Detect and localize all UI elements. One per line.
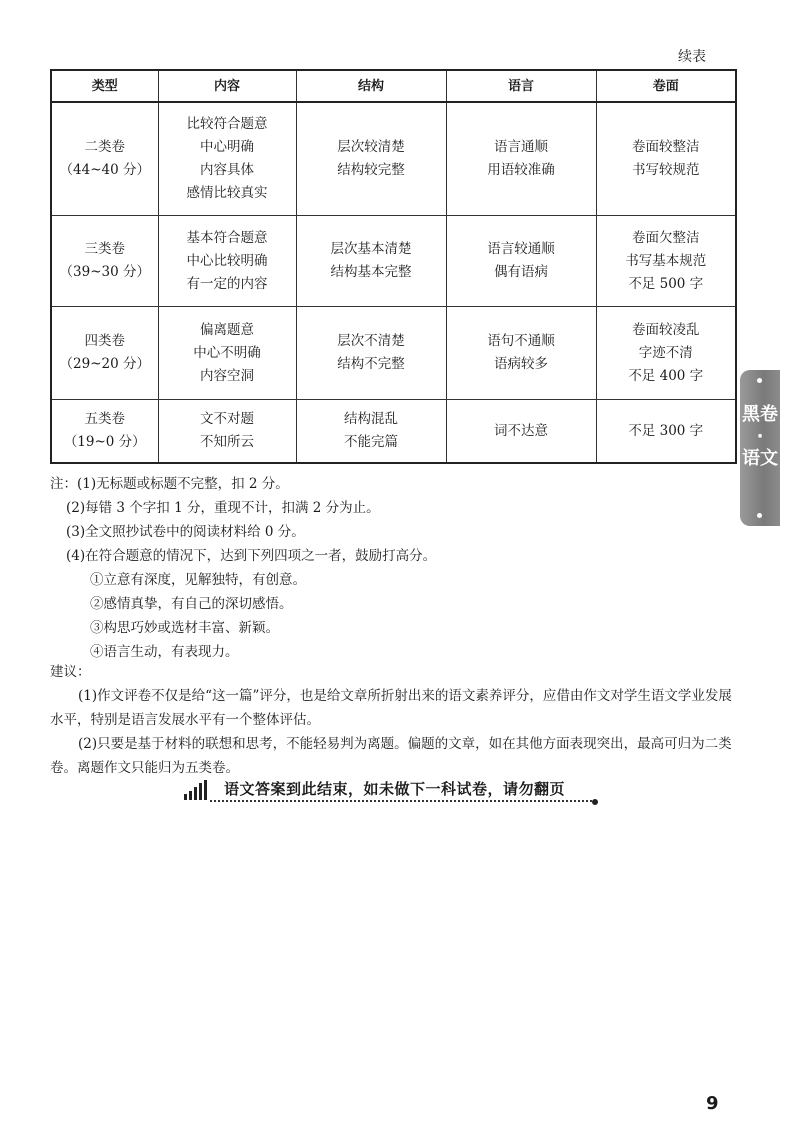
cell-structure <box>296 102 446 216</box>
cell-language <box>446 102 596 216</box>
line: 感情比较真实 <box>186 185 268 201</box>
line: 结构较完整 <box>337 162 405 178</box>
line: 中心不明确 <box>193 344 261 361</box>
subject-side-tab <box>740 370 780 526</box>
page-number: 9 <box>706 1093 719 1114</box>
tab-dot-icon <box>757 513 762 518</box>
table-row <box>51 400 736 464</box>
line: 字迹不清 <box>638 344 693 361</box>
line: 文不对题 <box>200 411 254 427</box>
end-dot-icon <box>592 799 598 805</box>
cell-content <box>158 400 296 464</box>
line: （29~20 分） <box>59 356 150 372</box>
line: 不足 500 字 <box>628 275 704 292</box>
tab-line-2: 语文 <box>742 448 778 469</box>
line: 层次基本清楚 <box>330 241 412 257</box>
dotted-rule <box>210 800 592 802</box>
advice-paragraph: (1)作文评卷不仅是给“这一篇”评分，也是给文章所折射出来的语文素养评分，应借由作文对学生语文学业发展水平，特别是语言发展水平有一个整体评估。 <box>50 688 732 728</box>
line: 内容空洞 <box>200 367 254 384</box>
tab-separator: · <box>756 426 764 447</box>
line: 书写基本规范 <box>625 252 707 269</box>
line: 卷面较整洁 <box>632 139 700 155</box>
note-item: ③构思巧妙或选材丰富、新颖。 <box>90 620 279 636</box>
cell-page <box>596 102 736 216</box>
line: 语言通顺 <box>494 139 548 155</box>
line: 五类卷 <box>84 411 125 427</box>
line: 词不达意 <box>494 422 548 439</box>
line: 内容具体 <box>200 162 254 178</box>
line: 不知所云 <box>200 434 254 450</box>
line: 二类卷 <box>84 139 125 155</box>
line: 卷面欠整洁 <box>632 229 700 246</box>
line: （19~0 分） <box>63 434 146 450</box>
line: 偏离题意 <box>200 321 254 338</box>
cell-content <box>158 216 296 307</box>
header-language: 语言 <box>446 70 596 102</box>
line: 层次较清楚 <box>337 139 405 155</box>
line: 不足 400 字 <box>628 367 704 384</box>
header-type: 类型 <box>51 70 158 102</box>
note-line: (4)在符合题意的情况下，达到下列四项之一者，鼓励打高分。 <box>66 548 437 564</box>
table-row <box>51 307 736 400</box>
end-banner-text: 语文答案到此结束，如未做下一科试卷，请勿翻页 <box>224 780 566 798</box>
header-structure: 结构 <box>296 70 446 102</box>
line: 基本符合题意 <box>186 229 268 246</box>
note-item: ①立意有深度，见解独特，有创意。 <box>90 572 306 588</box>
line: （44~40 分） <box>59 162 150 178</box>
line: 不足 300 字 <box>628 422 704 439</box>
cell-page <box>596 216 736 307</box>
line: 层次不清楚 <box>337 333 405 349</box>
line: 语句不通顺 <box>487 333 555 349</box>
cell-content <box>158 102 296 216</box>
tab-dot-icon <box>757 378 762 383</box>
line: 书写较规范 <box>632 162 700 178</box>
table-row <box>51 102 736 216</box>
grading-table <box>50 69 737 464</box>
cell-language <box>446 400 596 464</box>
header-content: 内容 <box>158 70 296 102</box>
advice-paragraph: (2)只要是基于材料的联想和思考，不能轻易判为离题。偏题的文章，如在其他方面表现突出，最高可归为二类卷。离题作文只能归为五类卷。 <box>50 736 732 776</box>
line: 四类卷 <box>84 333 125 349</box>
end-banner <box>184 778 600 804</box>
line: 语言较通顺 <box>487 241 555 257</box>
notes-section <box>50 472 740 664</box>
cell-page <box>596 400 736 464</box>
line: 有一定的内容 <box>186 275 268 292</box>
cell-language <box>446 216 596 307</box>
cell-structure <box>296 400 446 464</box>
line: 结构不完整 <box>337 356 405 372</box>
cell-page <box>596 307 736 400</box>
cell-structure <box>296 307 446 400</box>
cell-content <box>158 307 296 400</box>
note-item: ④语言生动，有表现力。 <box>90 644 239 660</box>
cell-language <box>446 307 596 400</box>
line: 偶有语病 <box>494 264 548 280</box>
note-line: (2)每错 3 个字扣 1 分，重现不计，扣满 2 分为止。 <box>66 500 380 516</box>
advice-section <box>50 660 740 780</box>
continued-label: 续表 <box>678 49 706 65</box>
bars-icon <box>184 780 207 800</box>
line: 语病较多 <box>494 356 548 372</box>
line: 中心比较明确 <box>186 252 268 269</box>
line: （39~30 分） <box>59 264 150 280</box>
note-item: ②感情真挚，有自己的深切感悟。 <box>90 596 293 612</box>
line: 中心明确 <box>200 139 254 155</box>
header-page: 卷面 <box>596 70 736 102</box>
line: 三类卷 <box>84 241 125 257</box>
cell-type <box>51 400 158 464</box>
cell-type <box>51 102 158 216</box>
table-header-row <box>51 70 736 102</box>
cell-structure <box>296 216 446 307</box>
tab-line-1: 黑卷 <box>742 404 778 425</box>
line: 结构混乱 <box>344 411 398 427</box>
table-row <box>51 216 736 307</box>
note-line: 注：(1)无标题或标题不完整，扣 2 分。 <box>50 476 289 492</box>
cell-type <box>51 216 158 307</box>
line: 不能完篇 <box>344 434 398 450</box>
line: 用语较准确 <box>487 162 555 178</box>
line: 结构基本完整 <box>330 264 412 280</box>
advice-label: 建议： <box>50 664 91 680</box>
cell-type <box>51 307 158 400</box>
note-line: (3)全文照抄试卷中的阅读材料给 0 分。 <box>66 524 305 540</box>
line: 卷面较凌乱 <box>632 321 700 338</box>
line: 比较符合题意 <box>186 116 268 132</box>
